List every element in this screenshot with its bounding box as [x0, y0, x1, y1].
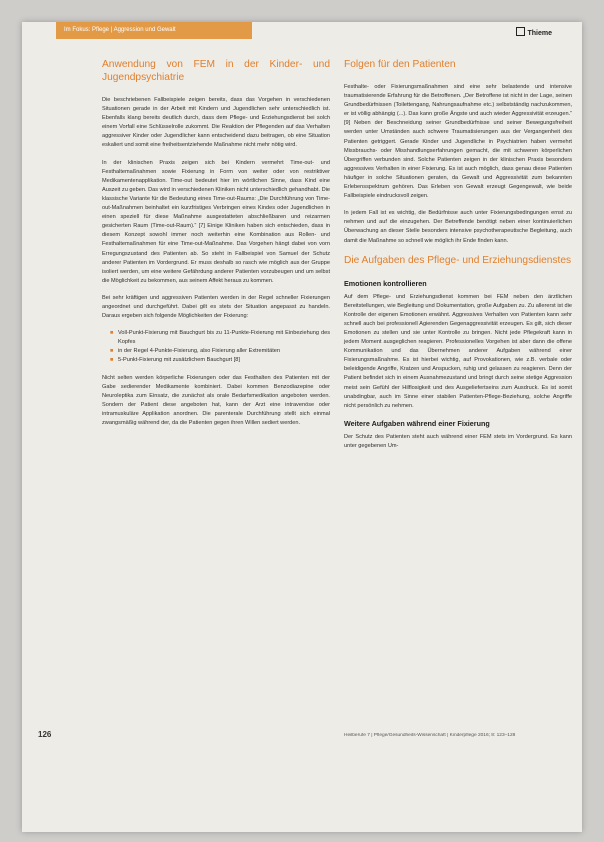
logo-text: Thieme — [527, 30, 552, 37]
left-column — [102, 58, 330, 436]
right-heading-1: Folgen für den Patienten — [344, 59, 456, 70]
right-paragraph-2: In jedem Fall ist es wichtig, die Bedürfnisse auch unter Fixierungsbedingungen ernst zu nehmen und auf die einzugehen. Der Betreffende benötigt neben einer kontinuierlichen Überwachung an dieser Stelle besonders intensive psychotherapeutische Begleitung, auch damit die Maßnahme so schnell wie möglich ihr Ende finden kann. — [344, 210, 572, 244]
footer-citation: Heilberufe 7 | Pflege/Gesundheits-Wissenschaft | Kinderpflege 2016; 8: 123–128 — [344, 733, 516, 738]
left-heading: Anwendung von FEM in der Kinder- und Jugendpsychiatrie — [102, 59, 330, 83]
left-paragraph-4: Nicht selten werden körperliche Fixierungen oder das Festhalten des Patienten mit der Gabe sedierender Medikamente kombiniert. Dabei kommen Benzodiazepine oder Neuroleptika zum Einsatz, die zunächst als orale Bedarfsmedikation angeboten werden. Sondern der Patient diese angeboten hat, kann der Arzt eine intravenöse oder intramuskuläre Applikation anordnen. Die parenterale Durchführung stellt sich einmal zwangsmäßig während der, da die Patienten gegen ihren Willen sediert werden. — [102, 374, 330, 426]
subheading-further-tasks: Weitere Aufgaben während einer Fixierung — [344, 418, 490, 428]
fixation-list — [102, 329, 330, 365]
logo-mark-icon — [516, 27, 525, 36]
bullet-icon: ■ — [110, 348, 114, 355]
left-paragraph-3: Bei sehr kräftigen und aggressiven Patienten werden in der Regel schneller Fixierungen angeordnet und durchgeführt. Dabei gilt es stets der Situation angepasst zu handeln. Daraus ergeben sich folgende Möglichkeiten der Fixierung: — [102, 294, 330, 320]
right-paragraph-3: Auf dem Pflege- und Erziehungsdienst kommen bei FEM neben den ärztlichen Bereitstellungen, wie Begleitung und Dokumentation, große Aufgaben zu. Zu allererst ist die Kontrolle der eigenen Emotionen erwähnt. Aggressives Verhalten von Patienten kann sehr schnell auch bei professionell Agierenden Gegenaggressivität erzeugen. Es gilt, sich dieser Emotionen zu stellen und sie unter Kontrolle zu bringen. Nicht jede Pflegekraft kann in jedem Moment ausgeglichen reagieren. Professionelles Vorgehen ist aber dann die offene Kommunikation und das Übernehmen anderer Aufgaben während einer Fixierungsmaßnahme. Es ist hierbei wichtig, auf Provokationen, wie z.B. verbale oder beleidigende Angriffe, Kratzen und Anspucken, ruhig und gelassen zu reagieren. Denn der Patient befindet sich in einem Ausnahmezustand und bringt durch seine stetige Aggression meist sein Gefühl der Hilflosigkeit und des Ausgeliefertseins zum Ausdruck. Es ist somit unabdingbar, auch im Sinne einer stabilen Patienten-Pflege-Beziehung, solche Angriffe nicht persönlich zu nehmen. — [344, 293, 572, 409]
left-paragraph-2: In der klinischen Praxis zeigen sich bei Kindern vermehrt Time-out- und Festhaltemaßnahmen sowie Fixierung in Form von weiter oder von restriktiver Medikamentenapplikation. Time-out bedeutet hier im wörtlichen Sinne, dass Kind eine Auszeit zu geben. Das wird in verschiedenen Kliniken nicht unterschiedlich gehandhabt. Die klassische Variante für die Bedeutung eines Time-out-Raums: „Die Durchführung von Time-out-Maßnahmen beinhaltet ein kurzfristiges Verbringen eines Kindes oder Jugendlichen in einen speziell für diese Maßnahme ausgestatteten abschließbaren und reizarmen gesicherten Raum (Time-out-Raum).“ [7] Einige Kliniken haben sich entschieden, dass in diesem Konzept sowohl immer noch weiterhin eine Kombination aus Rollen- und Festhaltemaßnahmen für eine Time-out-Maßnahme. Das Vorgehen hängt dabei von vorn Erregungszustand des Patienten ab. So steht in Fallbeispiel von Samuel der Schutz anderer Patienten im Vordergrund. Er muss deshalb so rasch wie möglich aus der Gruppe isoliert werden, um eine weitere Gefährdung anderer Patienten vorzubeugen und um selbst die Möglichkeit zu bekommen, aus seinem Affekt heraus zu kommen. — [102, 159, 330, 284]
right-heading-2: Die Aufgaben des Pflege- und Erziehungsdienstes — [344, 254, 572, 266]
list-item-text: 5-Punkt-Fixierung mit zusätzlichem Bauchgurt [8] — [118, 357, 240, 364]
bullet-icon: ■ — [110, 330, 114, 337]
list-item — [110, 347, 330, 356]
list-item — [110, 329, 330, 347]
left-paragraph-1: Die beschriebenen Fallbeispiele zeigen bereits, dass das Vorgehen in verschiedenen Situationen gerade in der Arbeit mit Kindern und Jugendlichen sehr unterschiedlich ist. Ebenfalls klang bereits deutlich durch, dass dem Pflege- und Erziehungsdienst bei solch einem Vorfall eine Schlüsselrolle zukommt. Die Reaktion der Pflegenden auf das Verhalten aggressiver Kinder oder Jugendlicher kann entscheidend dazu beitragen, ob eine Situation eskaliert und somit eine freiheitsentziehende Maßnahme nicht mehr nötig wird. — [102, 97, 330, 149]
right-paragraph-4: Der Schutz des Patienten steht auch während einer FEM stets im Vordergrund. Es kann unter gegebenen Um- — [344, 433, 572, 449]
list-item-text: Voll-Punkt-Fixierung mit Bauchgurt bis zu 11-Punkte-Fixierung mit Einbeziehung des Kopfes — [118, 330, 330, 346]
list-item — [110, 356, 330, 365]
right-column — [344, 58, 572, 459]
subheading-emotions: Emotionen kontrollieren — [344, 278, 427, 288]
list-item-text: in der Regel 4-Punkte-Fixierung, also Fixierung aller Extremitäten — [118, 348, 280, 355]
right-paragraph-1: Festhalte- oder Fixierungsmaßnahmen sind eine sehr belastende und intensive traumatisierende Erfahrung für die Betroffenen. „Der Betroffene ist nicht in der Lage, seinen Grundbedürfnissen (Toilettengang, Nahrungsaufnahme etc.) selbstständig nachzukommen, er ist völlig abhängig (...). Das kann große Ängste und auch wieder Aggressivität erzeugen.“ [9] Neben der Beschneidung seiner Grundbedürfnisse und seiner Bewegungsfreiheit werden unter Umständen auch schwere Traumatisierungen aus der Vergangenheit des Patienten getriggert. Gerade Kinder und Jugendliche in Psychiatrien haben vermehrt Missbrauchs- oder Misshandlungserfahrungen gemacht, die mit schweren körperlichen Übergriffen verbunden sind. Solche Patienten zeigen in der klinischen Praxis besonders aggressives Verhalten in einer Fixierung. Es ist auch möglich, dass genau diese Patienten häufiger in solche Situationen geraten, da Gewalt und Aggressivität zum bekannten Erlebensspektrum gehören. Das Erleben von Gewalt erzeugt Gegengewalt, wie beide Fallbeispiele eindrucksvoll zeigen. — [344, 84, 572, 200]
publisher-logo — [516, 27, 552, 37]
bullet-icon: ■ — [110, 357, 114, 364]
document-page — [22, 22, 582, 832]
page-number: 126 — [38, 730, 52, 739]
section-header-tab: Im Fokus: Pflege | Aggression und Gewalt — [56, 22, 252, 39]
